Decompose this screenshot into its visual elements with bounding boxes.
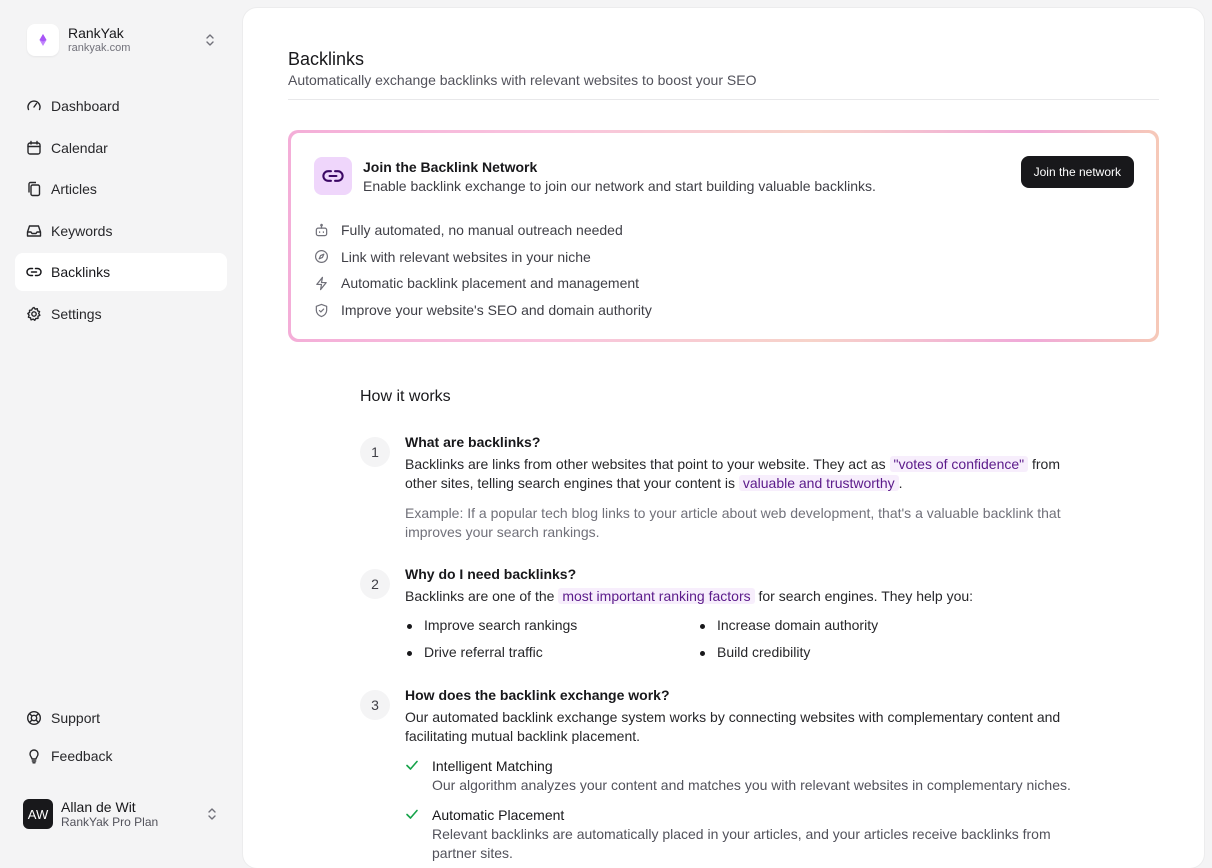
- benefit-list: [405, 616, 1085, 662]
- calendar-icon: [26, 140, 42, 156]
- link-icon: [26, 264, 42, 280]
- feature-text: Fully automated, no manual outreach needed: [341, 222, 623, 239]
- compass-icon: [314, 249, 329, 264]
- lightbulb-icon: [26, 748, 42, 764]
- gear-icon: [26, 306, 42, 322]
- gauge-icon: [26, 98, 42, 114]
- chevron-up-down-icon: [205, 806, 219, 822]
- step-title: What are backlinks?: [405, 434, 541, 450]
- link-icon-tile: [314, 157, 352, 195]
- step-example: Example: If a popular tech blog links to your article about web development, that's a valuable backlink that improves your search rankings.: [405, 505, 1061, 540]
- check-text: Relevant backlinks are automatically placed in your articles, and your articles receive backlinks from partner sites.: [432, 826, 1051, 861]
- list-item: Improve search rankings: [405, 616, 698, 636]
- user-name: Allan de Wit: [61, 798, 136, 815]
- list-item: Increase domain authority: [698, 616, 998, 636]
- nav-label: Calendar: [51, 139, 108, 156]
- text-segment: for search engines. They help you:: [754, 588, 974, 604]
- step-title: Why do I need backlinks?: [405, 566, 577, 582]
- feature-item: [314, 270, 652, 297]
- list-item: Drive referral traffic: [405, 643, 698, 663]
- highlight: most important ranking factors: [558, 588, 754, 604]
- join-network-card: [288, 130, 1159, 342]
- user-plan: RankYak Pro Plan: [61, 814, 159, 829]
- promo-title: Join the Backlink Network: [363, 159, 538, 175]
- sidebar: [0, 0, 242, 852]
- avatar: AW: [23, 799, 53, 829]
- check-icon: [405, 807, 419, 821]
- step-text: Our automated backlink exchange system works by connecting websites with complementary content and facilitating mutual backlink placement.: [405, 709, 1061, 744]
- nav-label: Keywords: [51, 222, 113, 239]
- main-panel: [243, 8, 1204, 868]
- check-text: Our algorithm analyzes your content and matches you with relevant websites in complementary niches.: [432, 777, 1071, 793]
- secondary-nav: [15, 699, 227, 775]
- user-menu[interactable]: [23, 798, 223, 830]
- nav-label: Backlinks: [51, 264, 111, 281]
- nav-item-feedback[interactable]: [15, 737, 227, 775]
- highlight: valuable and trustworthy: [739, 475, 899, 491]
- nav-item-calendar[interactable]: [15, 129, 227, 167]
- feature-item: [314, 244, 652, 271]
- step-text: [405, 455, 1085, 493]
- page-title: Backlinks: [288, 49, 365, 69]
- nav-label: Feedback: [51, 748, 113, 764]
- chevron-up-down-icon: [203, 32, 217, 48]
- nav-label: Articles: [51, 181, 97, 198]
- feature-text: Link with relevant websites in your niche: [341, 248, 591, 265]
- main-nav: [15, 87, 227, 337]
- step-text: [405, 587, 1085, 606]
- brand-logo: [27, 24, 59, 56]
- list-item: [405, 806, 1085, 863]
- text-segment: Backlinks are links from other websites that point to your website. They act as: [405, 456, 890, 472]
- join-network-button[interactable]: Join the network: [1021, 156, 1134, 188]
- promo-description: Enable backlink exchange to join our network and start building valuable backlinks.: [363, 178, 876, 194]
- nav-label: Dashboard: [51, 98, 120, 114]
- feature-list: [314, 217, 652, 323]
- shield-icon: [314, 303, 329, 318]
- feature-item: [314, 297, 652, 324]
- nav-label: Settings: [51, 305, 102, 322]
- page-header: [288, 48, 1159, 100]
- link-icon: [322, 165, 344, 187]
- yak-logo-icon: [36, 33, 50, 47]
- brand-name: RankYak: [68, 25, 124, 41]
- brand-url: rankyak.com: [68, 42, 131, 54]
- inbox-icon: [26, 223, 42, 239]
- list-item: Build credibility: [698, 643, 998, 663]
- nav-item-backlinks[interactable]: [15, 253, 227, 291]
- step-title: How does the backlink exchange work?: [405, 687, 670, 703]
- how-it-works: [360, 388, 1090, 861]
- workspace-switcher[interactable]: [27, 23, 219, 57]
- text-segment: .: [898, 475, 903, 491]
- text-segment: Backlinks are one of the: [405, 588, 559, 604]
- step-number: 1: [360, 437, 390, 467]
- robot-icon: [314, 223, 329, 238]
- check-title: Intelligent Matching: [432, 758, 553, 774]
- check-title: Automatic Placement: [432, 807, 565, 823]
- page-subtitle: Automatically exchange backlinks with relevant websites to boost your SEO: [288, 72, 757, 88]
- nav-item-dashboard[interactable]: [15, 87, 227, 125]
- feature-text: Improve your website's SEO and domain authority: [341, 302, 652, 319]
- step-number: 3: [360, 690, 390, 720]
- highlight: "votes of confidence": [890, 456, 1029, 472]
- nav-item-keywords[interactable]: [15, 212, 227, 250]
- nav-label: Support: [51, 710, 101, 726]
- documents-icon: [26, 181, 42, 197]
- text-segment: from other sites, telling search engines that your content is: [405, 456, 1060, 491]
- feature-item: [314, 217, 652, 244]
- lifebuoy-icon: [26, 710, 42, 726]
- nav-item-settings[interactable]: [15, 295, 227, 333]
- bolt-icon: [314, 276, 329, 291]
- list-item: [405, 757, 1085, 795]
- nav-item-articles[interactable]: [15, 170, 227, 208]
- feature-text: Automatic backlink placement and management: [341, 275, 640, 292]
- step-number: 2: [360, 569, 390, 599]
- nav-item-support[interactable]: [15, 699, 227, 737]
- how-it-works-title: How it works: [360, 388, 451, 405]
- check-icon: [405, 758, 419, 772]
